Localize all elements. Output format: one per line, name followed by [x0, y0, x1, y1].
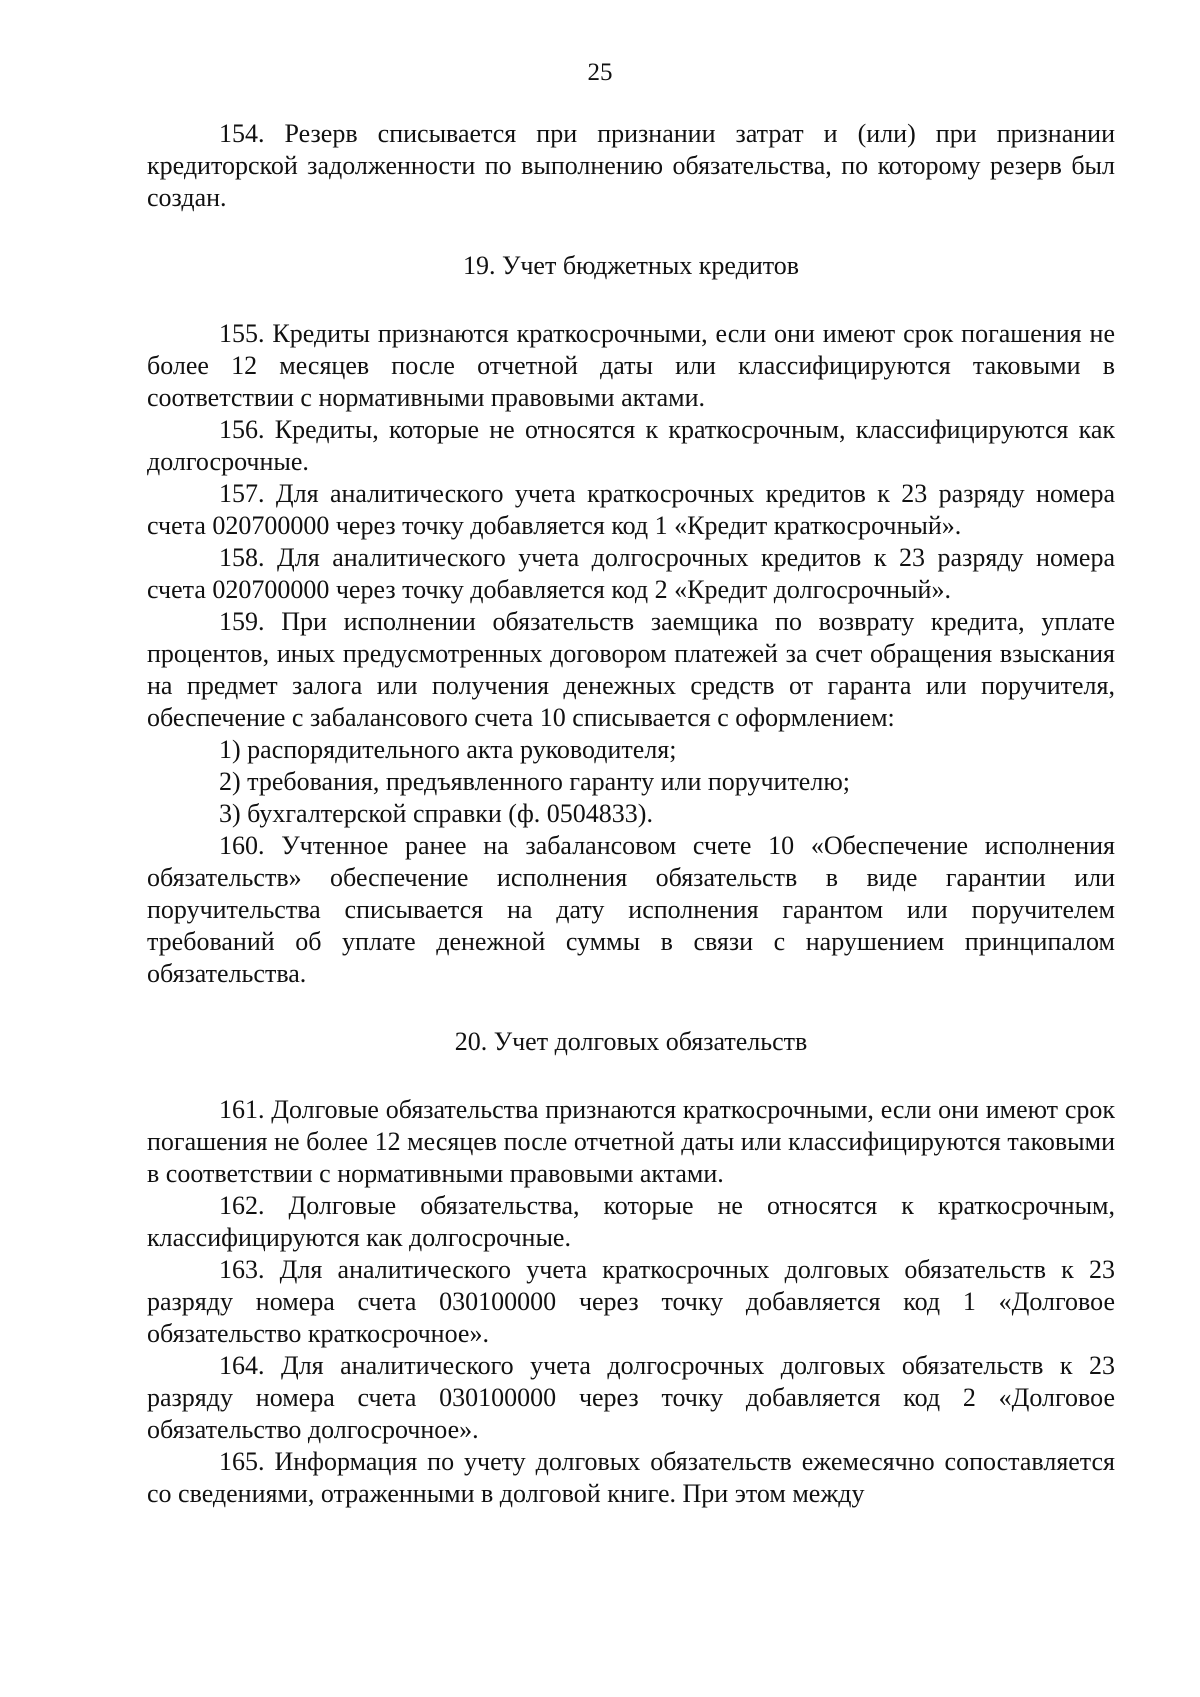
paragraph-159-item-2: 2) требования, предъявленного гаранту или поручителю;	[219, 767, 850, 796]
paragraph-159: 159. При исполнении обязательств заемщика по возврату кредита, уплате процентов, иных предусмотренных договором платежей за счет обращения взыскания на предмет залога или получения денежных средств от гаранта или поручителя, обеспечение с забалансового счета 10 списывается с оформлением:	[147, 607, 1115, 732]
paragraph-158: 158. Для аналитического учета долгосрочных кредитов к 23 разряду номера счета 020700000 через точку добавляется код 2 «Кредит долгосрочный».	[147, 543, 1115, 604]
paragraph-161: 161. Долговые обязательства признаются краткосрочными, если они имеют срок погашения не более 12 месяцев после отчетной даты или классифицируются таковыми в соответствии с нормативными правовыми актами.	[147, 1095, 1115, 1188]
paragraph-160: 160. Учтенное ранее на забалансовом счете 10 «Обеспечение исполнения обязательств» обеспечение исполнения обязательств в виде гарантии или поручительства списывается на дату исполнения гарантом или поручителем требований об уплате денежной суммы в связи с нарушением принципалом обязательства.	[147, 831, 1115, 988]
section-heading-20: 20. Учет долговых обязательств	[454, 1027, 808, 1056]
paragraph-162: 162. Долговые обязательства, которые не относятся к краткосрочным, классифицируются как долгосрочные.	[147, 1191, 1115, 1252]
paragraph-157: 157. Для аналитического учета краткосрочных кредитов к 23 разряду номера счета 020700000 через точку добавляется код 1 «Кредит краткосрочный».	[147, 479, 1115, 540]
paragraph-159-item-3: 3) бухгалтерской справки (ф. 0504833).	[219, 799, 653, 828]
paragraph-155: 155. Кредиты признаются краткосрочными, если они имеют срок погашения не более 12 месяцев после отчетной даты или классифицируются таковыми в соответствии с нормативными правовыми актами.	[147, 319, 1115, 412]
paragraph-164: 164. Для аналитического учета долгосрочных долговых обязательств к 23 разряду номера счета 030100000 через точку добавляется код 2 «Долговое обязательство долгосрочное».	[147, 1351, 1115, 1444]
paragraph-165: 165. Информация по учету долговых обязательств ежемесячно сопоставляется со сведениями, отраженными в долговой книге. При этом между	[147, 1447, 1115, 1508]
paragraph-156: 156. Кредиты, которые не относятся к краткосрочным, классифицируются как долгосрочные.	[147, 415, 1115, 476]
document-body	[147, 118, 1115, 1510]
paragraph-159-item-1: 1) распорядительного акта руководителя;	[219, 735, 677, 764]
section-heading-19: 19. Учет бюджетных кредитов	[462, 251, 800, 280]
page-number: 25	[587, 59, 613, 86]
paragraph-154: 154. Резерв списывается при признании затрат и (или) при признании кредиторской задолженности по выполнению обязательства, по которому резерв был создан.	[147, 119, 1115, 212]
paragraph-163: 163. Для аналитического учета краткосрочных долговых обязательств к 23 разряду номера счета 030100000 через точку добавляется код 1 «Долговое обязательство краткосрочное».	[147, 1255, 1115, 1348]
